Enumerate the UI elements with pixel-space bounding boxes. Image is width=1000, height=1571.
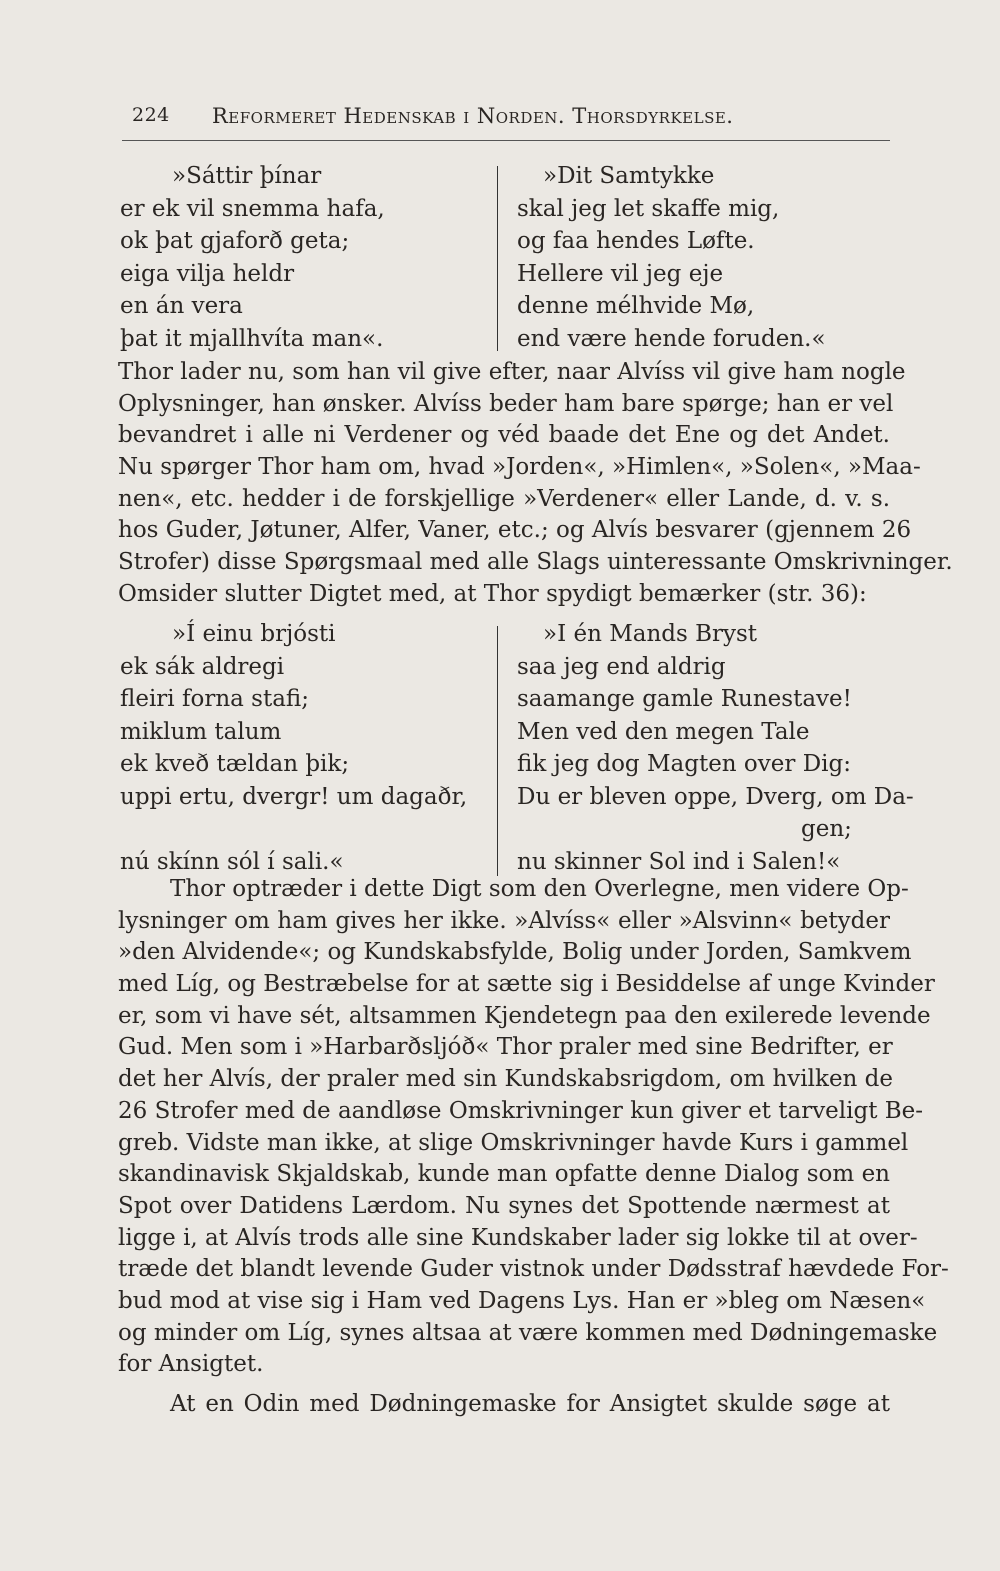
header-rule <box>122 140 890 141</box>
column-divider <box>497 166 498 351</box>
stanza1-old-norse <box>120 160 385 355</box>
verse-line: miklum talum <box>120 718 282 745</box>
verse-line: þat it mjallhvíta man«. <box>120 325 384 352</box>
verse-line: saamange gamle Runestave! <box>517 686 852 712</box>
verse-line: ok þat gjaforð geta; <box>120 228 350 254</box>
text-line: hos Guder, Jøtuner, Alfer, Vaner, etc.; og Alvís besvarer (gjennem 26 <box>118 517 912 544</box>
stanza1-danish <box>517 160 826 355</box>
text-line: og minder om Líg, synes altsaa at være kommen med Dødningemaske <box>118 1319 938 1346</box>
page-number: 224 <box>132 104 170 126</box>
verse-line: ek sák aldregi <box>120 653 285 680</box>
text-line: Thor optræder i dette Digt som den Overlegne, men videre Op- <box>170 876 909 902</box>
verse-line: Men ved den megen Tale <box>517 718 810 745</box>
text-line: ligge i, at Alvís trods alle sine Kundskaber lader sig lokke til at over- <box>118 1224 918 1251</box>
verse-line: fleiri forna stafi; <box>120 686 310 712</box>
verse-line: nú skínn sól í sali.« <box>120 848 344 875</box>
text-line: Nu spørger Thor ham om, hvad »Jorden«, »Himlen«, »Solen«, »Maa- <box>118 454 921 481</box>
verse-line: nu skinner Sol ind i Salen!« <box>517 848 841 875</box>
text-line: greb. Vidste man ikke, at slige Omskrivninger havde Kurs i gammel <box>118 1129 909 1156</box>
text-line: Oplysninger, han ønsker. Alvíss beder ham bare spørge; han er vel <box>118 390 894 417</box>
text-line: bud mod at vise sig i Ham ved Dagens Lys. Han er »bleg om Næsen« <box>118 1287 926 1314</box>
verse-line: »Dit Samtykke <box>543 163 715 189</box>
verse-line: denne mélhvide Mø, <box>517 293 755 319</box>
verse-line: skal jeg let skaffe mig, <box>517 195 780 222</box>
text-line: skandinavisk Skjaldskab, kunde man opfatte denne Dialog som en <box>118 1161 890 1188</box>
stanza2-old-norse <box>120 618 468 878</box>
verse-line: uppi ertu, dvergr! um dagaðr, <box>120 783 468 810</box>
text-line: Strofer) disse Spørgsmaal med alle Slags uinteressante Omskrivninger. <box>118 549 953 576</box>
text-line: nen«, etc. hedder i de forskjellige »Verdener« eller Lande, d. v. s. <box>118 485 890 512</box>
paragraph-2 <box>118 874 949 1381</box>
verse-line: saa jeg end aldrig <box>517 653 726 680</box>
verse-line: »Í einu brjósti <box>172 621 336 647</box>
text-line: bevandret i alle ni Verdener og véd baade det Ene og det Andet. <box>118 422 890 449</box>
verse-line: gen; <box>801 816 852 842</box>
verse-line: og faa hendes Løfte. <box>517 228 755 254</box>
paragraph-1 <box>118 357 953 611</box>
verse-line: »I én Mands Bryst <box>543 621 758 647</box>
text-line: træde det blandt levende Guder vistnok under Dødsstraf hævdede For- <box>118 1256 949 1283</box>
text-line: Gud. Men som i »Harbarðsljóð« Thor praler med sine Bedrifter, er <box>118 1034 893 1061</box>
text-line: det her Alvís, der praler med sin Kundskabsrigdom, om hvilken de <box>118 1066 894 1093</box>
verse-line: er ek vil snemma hafa, <box>120 195 385 222</box>
verse-line: »Sáttir þínar <box>172 163 322 189</box>
verse-line: Du er bleven oppe, Dverg, om Da- <box>517 783 914 810</box>
text-line: Spot over Datidens Lærdom. Nu synes det Spottende nærmest at <box>118 1192 890 1219</box>
stanza2-danish <box>517 618 914 878</box>
running-title: Reformeret Hedenskab i Norden. Thorsdyrkelse. <box>212 104 734 128</box>
verse-line: en án vera <box>120 293 243 319</box>
text-line: 26 Strofer med de aandløse Omskrivninger kun giver et tarveligt Be- <box>118 1097 924 1124</box>
text-line: med Líg, og Bestræbelse for at sætte sig i Besiddelse af unge Kvinder <box>118 971 935 998</box>
text-line: Thor lader nu, som han vil give efter, naar Alvíss vil give ham nogle <box>118 359 906 385</box>
verse-line: Hellere vil jeg eje <box>517 260 724 287</box>
text-line: Omsider slutter Digtet med, at Thor spydigt bemærker (str. 36): <box>118 580 867 607</box>
verse-line: fik jeg dog Magten over Dig: <box>517 751 851 777</box>
text-line: »den Alvidende«; og Kundskabsfylde, Bolig under Jorden, Samkvem <box>118 939 912 966</box>
verse-line: eiga vilja heldr <box>120 260 295 287</box>
verse-line: ek kveð tældan þik; <box>120 751 350 777</box>
verse-line: end være hende foruden.« <box>517 325 826 352</box>
text-line: for Ansigtet. <box>118 1351 264 1378</box>
column-divider <box>497 626 498 876</box>
running-header <box>132 104 892 132</box>
text-line: er, som vi have sét, altsammen Kjendetegn paa den exilerede levende <box>118 1002 931 1029</box>
text-line: At en Odin med Dødningemaske for Ansigtet skulde søge at <box>170 1391 890 1417</box>
verse-line-empty <box>172 813 467 846</box>
paragraph-3 <box>118 1389 890 1421</box>
text-line: lysninger om ham gives her ikke. »Alvíss« eller »Alsvinn« betyder <box>118 907 890 934</box>
